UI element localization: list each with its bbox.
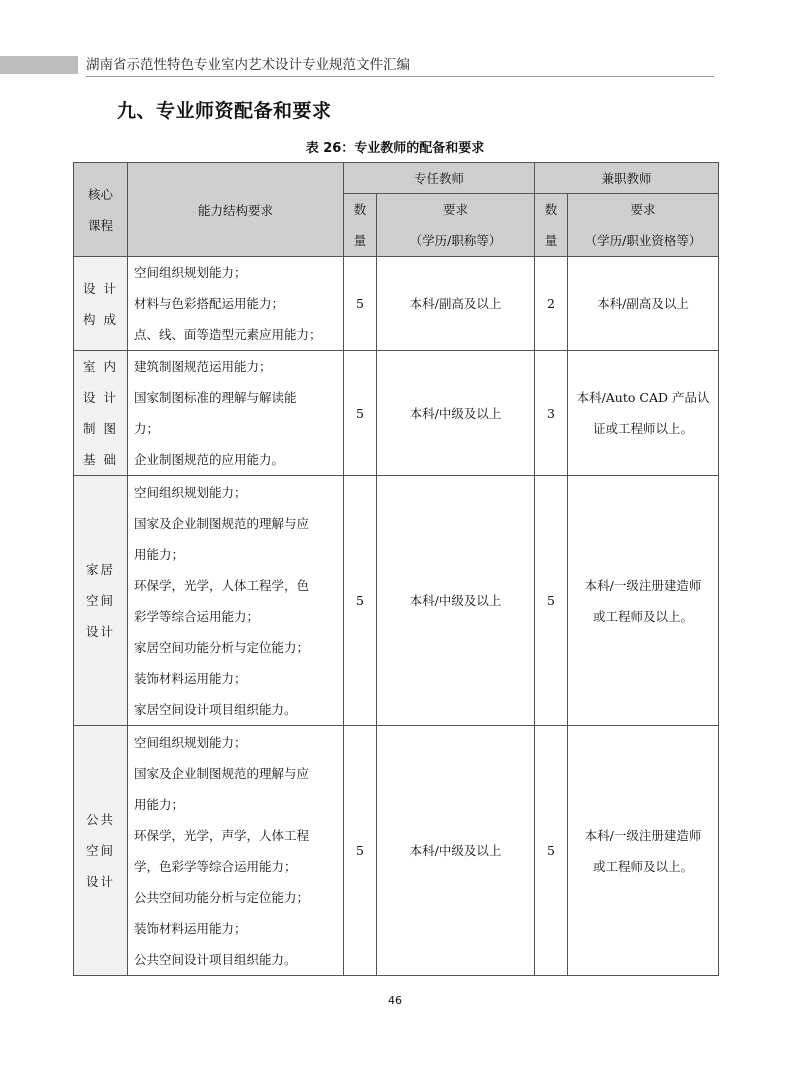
header-ft-count — [344, 194, 377, 257]
ability-line: 彩学等综合运用能力； — [134, 608, 260, 624]
header-pt-count — [535, 194, 568, 257]
ability-line: 环保学，光学，声学，人体工程 — [134, 827, 310, 843]
ability-line: 力； — [134, 421, 160, 436]
course-line: 设 计 — [83, 280, 118, 296]
header-count-line: 量 — [544, 233, 558, 248]
course-line: 室 内 — [83, 359, 118, 374]
course-cell — [74, 257, 128, 351]
document-header: 湖南省示范性特色专业室内艺术设计专业规范文件汇编 — [86, 57, 410, 73]
pt-req-cell — [568, 726, 719, 976]
pt-count-cell: 5 — [535, 476, 568, 726]
header-count-line: 数 — [353, 202, 367, 217]
ability-line: 环保学，光学，人体工程学，色 — [134, 577, 310, 593]
ft-req-cell: 本科/中级及以上 — [377, 351, 535, 476]
table-row — [74, 476, 719, 726]
ability-line: 家居空间设计项目组织能力。 — [134, 701, 297, 717]
course-line: 基 础 — [83, 452, 118, 467]
header-ability: 能力结构要求 — [128, 163, 344, 257]
ability-line: 家居空间功能分析与定位能力； — [134, 639, 310, 655]
header-count-line: 量 — [353, 233, 367, 248]
ability-line: 公共空间功能分析与定位能力； — [134, 889, 310, 905]
ability-cell — [128, 476, 344, 726]
course-line: 空间 — [85, 593, 115, 608]
header-ft-req — [377, 194, 535, 257]
pt-req-line: 本科/一级注册建造师 — [584, 827, 702, 843]
table-caption: 表 26：专业教师的配备和要求 — [305, 141, 485, 156]
ability-line: 用能力； — [134, 546, 185, 562]
ability-cell — [128, 257, 344, 351]
header-parttime: 兼职教师 — [535, 163, 719, 194]
header-fulltime: 专任教师 — [344, 163, 535, 194]
page-number: 46 — [388, 994, 402, 1007]
pt-req-cell — [568, 476, 719, 726]
ft-count-cell: 5 — [344, 351, 377, 476]
ft-count-cell: 5 — [344, 476, 377, 726]
ability-line: 材料与色彩搭配运用能力； — [134, 296, 285, 311]
pt-req-cell — [568, 257, 719, 351]
pt-req-line: 证或工程师以上。 — [593, 421, 694, 436]
course-line: 空间 — [85, 843, 115, 858]
header-req-line: （学历/职业资格等） — [584, 233, 702, 248]
pt-req-line: 或工程师及以上。 — [593, 608, 694, 624]
ability-line: 建筑制图规范运用能力； — [134, 359, 272, 374]
header-req-line: （学历/职称等） — [409, 233, 502, 248]
pt-req-line: 或工程师及以上。 — [593, 858, 694, 874]
course-line: 家居 — [85, 562, 115, 577]
ability-line: 点、线、面等造型元素应用能力； — [134, 327, 322, 342]
ft-req-cell: 本科/中级及以上 — [377, 726, 535, 976]
table-row — [74, 351, 719, 476]
pt-count-cell: 5 — [535, 726, 568, 976]
course-cell — [74, 476, 128, 726]
pt-req-line: 本科/Auto CAD 产品认 — [576, 390, 710, 405]
course-line: 设计 — [85, 624, 115, 639]
table-row — [74, 726, 719, 976]
course-line: 公共 — [85, 812, 115, 827]
pt-count-cell: 3 — [535, 351, 568, 476]
pt-req-cell — [568, 351, 719, 476]
course-cell — [74, 351, 128, 476]
header-pt-req — [568, 194, 719, 257]
header-count-line: 数 — [544, 202, 558, 217]
course-line: 构 成 — [83, 311, 118, 327]
ability-line: 国家及企业制图规范的理解与应 — [134, 765, 310, 781]
ability-cell — [128, 726, 344, 976]
ability-line: 学，色彩学等综合运用能力； — [134, 858, 297, 874]
pt-count-cell: 2 — [535, 257, 568, 351]
ability-line: 国家及企业制图规范的理解与应 — [134, 515, 310, 531]
table-row — [74, 257, 719, 351]
ability-line: 国家制图标准的理解与解读能 — [134, 390, 297, 405]
pt-req-line: 本科/副高及以上 — [597, 296, 689, 311]
header-req-line: 要求 — [630, 202, 656, 217]
ft-count-cell: 5 — [344, 726, 377, 976]
ability-line: 装饰材料运用能力； — [134, 670, 247, 686]
ability-line: 空间组织规划能力； — [134, 734, 247, 750]
ft-req-cell: 本科/副高及以上 — [377, 257, 535, 351]
ability-line: 装饰材料运用能力； — [134, 920, 247, 936]
ability-line: 空间组织规划能力； — [134, 265, 247, 280]
header-decor-bar — [0, 56, 78, 74]
teacher-requirements-table — [73, 162, 719, 976]
header-course-line: 课程 — [87, 217, 113, 233]
course-cell — [74, 726, 128, 976]
section-title: 九、专业师资配备和要求 — [117, 100, 332, 122]
ability-line: 空间组织规划能力； — [134, 484, 247, 500]
header-req-line: 要求 — [443, 202, 469, 217]
pt-req-line: 本科/一级注册建造师 — [584, 577, 702, 593]
course-line: 设计 — [85, 874, 115, 889]
ability-line: 企业制图规范的应用能力。 — [134, 452, 285, 467]
ability-line: 用能力； — [134, 796, 185, 812]
ability-cell — [128, 351, 344, 476]
ft-count-cell: 5 — [344, 257, 377, 351]
header-rule — [86, 76, 714, 77]
course-line: 设 计 — [83, 390, 118, 405]
ft-req-cell: 本科/中级及以上 — [377, 476, 535, 726]
header-course-line: 核心 — [87, 186, 113, 202]
header-core-course — [74, 163, 128, 257]
ability-line: 公共空间设计项目组织能力。 — [134, 951, 297, 967]
course-line: 制 图 — [83, 421, 118, 436]
